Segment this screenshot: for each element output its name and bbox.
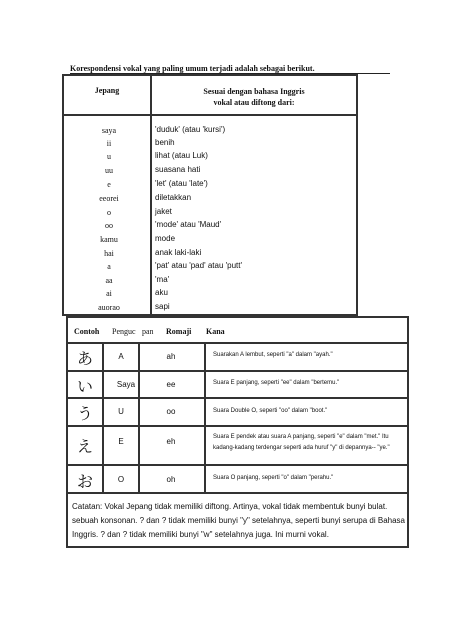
table1-en-cell: diletakkan xyxy=(155,193,192,202)
table1-jp-cell: eeorei xyxy=(99,194,119,203)
pronunciation-cell: E xyxy=(118,437,124,446)
table1-jp-cell: o xyxy=(107,208,111,217)
table1-jp-cell: auorao xyxy=(98,303,120,312)
table1-jp-cell: ii xyxy=(106,139,112,148)
table2-column-divider xyxy=(204,342,206,492)
table1-jp-cell: hai xyxy=(104,249,114,258)
table2-row-rule xyxy=(66,464,409,466)
table1-header-rule xyxy=(62,114,358,116)
table2-header-romaji: Romaji xyxy=(166,327,192,336)
pronunciation-cell: Saya xyxy=(116,380,136,389)
table1-jp-cell: ai xyxy=(106,289,112,298)
table1-en-cell: 'pat' atau 'pad' atau 'putt' xyxy=(155,261,243,270)
description-cell: Suara Double O, seperti "oo" dalam "boot." xyxy=(213,408,328,414)
table1-jp-cell: kamu xyxy=(100,235,118,244)
table1-en-cell: benih xyxy=(155,138,175,147)
table2-header-contoh: Contoh xyxy=(74,327,100,336)
table1-en-cell: mode xyxy=(155,234,176,243)
table2-header-kana: Kana xyxy=(206,327,225,336)
table2-header-rule xyxy=(66,342,409,344)
pronunciation-cell: A xyxy=(118,352,124,361)
romaji-cell: ee xyxy=(166,380,176,389)
description-cell: Suara E pendek atau suara A panjang, seperti "e" dalam "met." Itu kadang-kadang terdengar seperti ada huruf "y" di depannya-- "ye." xyxy=(213,434,390,451)
table1-en-cell: 'duduk' (atau 'kursi') xyxy=(155,125,226,134)
kana-glyph: お xyxy=(76,472,93,491)
romaji-cell: oo xyxy=(166,407,176,416)
table1-en-cell: 'mode' atau 'Maud' xyxy=(155,220,222,229)
table1-en-cell: anak laki-laki xyxy=(155,248,202,257)
table2-row-rule xyxy=(66,492,409,494)
intro-text: Korespondensi vokal yang paling umum terjadi adalah sebagai berikut. xyxy=(70,64,315,73)
table1-en-cell: 'let' (atau 'late') xyxy=(155,179,208,188)
table1-jp-cell: u xyxy=(107,152,111,161)
table1-en-cell: 'ma' xyxy=(155,275,170,284)
table1-header-english-line1: Sesuai dengan bahasa Inggris xyxy=(203,87,305,96)
pronunciation-cell: O xyxy=(117,475,125,484)
romaji-cell: ah xyxy=(166,352,176,361)
table2-row-rule xyxy=(66,397,409,399)
romaji-cell: eh xyxy=(166,437,176,446)
table1-en-cell: suasana hati xyxy=(155,165,201,174)
table1-header-english-line2: vokal atau diftong dari: xyxy=(213,98,295,107)
table2-column-divider xyxy=(102,342,104,492)
table2-row-rule xyxy=(66,370,409,372)
table2-row-rule xyxy=(66,425,409,427)
romaji-cell: oh xyxy=(166,475,176,484)
table1-jp-cell: aa xyxy=(105,276,113,285)
kana-glyph: い xyxy=(76,377,93,396)
kana-glyph: あ xyxy=(76,349,93,368)
table1-jp-cell: saya xyxy=(101,126,117,135)
table1-jp-cell: e xyxy=(107,180,111,189)
kana-glyph: え xyxy=(76,437,93,456)
table1-jp-cell: a xyxy=(107,262,111,271)
table1-jp-cell: oo xyxy=(105,221,113,230)
kana-glyph: う xyxy=(76,404,93,423)
table1-en-cell: lihat (atau Luk) xyxy=(155,151,208,160)
table1-en-cell: aku xyxy=(155,288,168,297)
vowel-note: Catatan: Vokal Jepang tidak memiliki diftong. Artinya, vokal tidak membentuk bunyi bulat. sebuah konsonan. ? dan ? tidak memiliki bunyi "y" setelahnya, seperti bunyi serupa di Bahasa Inggris. ? dan ? tidak memiliki bunyi "w" setelahnya juga. Ini murni vokal. xyxy=(72,502,405,539)
table1-jp-cell: uu xyxy=(105,166,113,175)
table2-column-divider xyxy=(138,342,140,492)
table2-header-pengucapan: Penguc xyxy=(112,327,136,336)
table1-en-cell: jaket xyxy=(155,207,172,216)
table2-header-pengucapan-suffix: pan xyxy=(142,327,154,336)
table1-en-cell: sapi xyxy=(155,302,170,311)
description-cell: Suarakan A lembut, seperti "a" dalam "ayah." xyxy=(213,352,333,358)
pronunciation-cell: U xyxy=(118,407,124,416)
table1-header-japanese: Jepang xyxy=(94,86,120,95)
table1-header-english xyxy=(152,86,356,108)
description-cell: Suara E panjang, seperti "ee" dalam "bertemu." xyxy=(213,380,340,386)
description-cell: Suara O panjang, seperti "o" dalam "perahu." xyxy=(213,475,334,481)
